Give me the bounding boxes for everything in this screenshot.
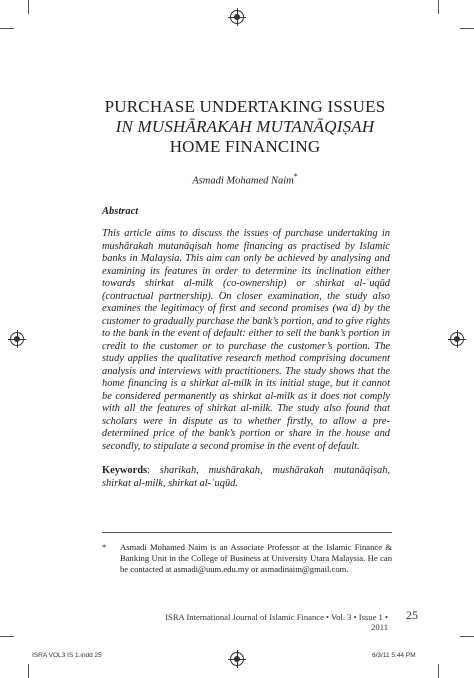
journal-footer: ISRA International Journal of Islamic Finance • Vol. 3 • Issue 1 • 2011 bbox=[165, 612, 388, 632]
footnote-text: Asmadi Mohamed Naim is an Associate Professor at the Islamic Finance & Banking Unit in the College of Business at University Utara Malaysia. He can be contacted at asmadi@uum.edu.my or asmadinaim@gmail.com. bbox=[120, 542, 392, 574]
author-name: Asmadi Mohamed Naim bbox=[192, 175, 294, 187]
print-slug-right: 6/3/11 5:44 PM bbox=[372, 652, 416, 659]
crop-mark-bottom-right bbox=[460, 636, 474, 637]
author-footnote-mark: * bbox=[293, 172, 298, 181]
page-number: 25 bbox=[406, 608, 418, 622]
crop-mark-top-right bbox=[438, 0, 439, 14]
registration-mark-icon bbox=[10, 332, 24, 346]
print-slug-left: ISRA VOL3 IS 1.indd 25 bbox=[32, 652, 102, 659]
crop-mark-bottom-left bbox=[0, 636, 14, 637]
crop-mark-bottom-left bbox=[28, 664, 29, 678]
title-line: PURCHASE UNDERTAKING ISSUES bbox=[104, 97, 386, 116]
article-title bbox=[60, 97, 430, 157]
title-line: IN MUSHĀRAKAH MUTANĀQIṢAH bbox=[115, 117, 375, 136]
crop-mark-top-left bbox=[0, 28, 14, 29]
keywords-label: Keywords bbox=[102, 465, 148, 476]
keywords-text: sharikah, mushārakah, mushārakah mutanāqiṣah, shirkat al-milk, shirkat al-ʿuqūd. bbox=[102, 465, 390, 489]
keywords-block: Keywords: sharikah, mushārakah, mushārakah mutanāqiṣah, shirkat al-milk, shirkat al-ʿuqūd. bbox=[102, 465, 390, 489]
footnote-divider bbox=[102, 532, 392, 533]
footnote-mark: * bbox=[102, 542, 107, 552]
crop-mark-top-left bbox=[28, 0, 29, 14]
registration-mark-icon bbox=[230, 10, 244, 24]
crop-mark-top-right bbox=[460, 28, 474, 29]
registration-mark-icon bbox=[450, 332, 464, 346]
crop-mark-bottom-right bbox=[438, 664, 439, 678]
author-line bbox=[60, 172, 430, 187]
footnote bbox=[102, 542, 392, 574]
abstract-heading: Abstract bbox=[102, 206, 139, 217]
title-line: HOME FINANCING bbox=[169, 137, 321, 156]
registration-mark-icon bbox=[230, 652, 244, 666]
abstract-text: This article aims to discuss the issues of purchase undertaking in mushārakah mutanāqiṣah home financing as practised by Islamic banks in Malaysia. This aim can only be achieved by analysing and examining its features in order to determine its inclination either towards shirkat al-milk (co-ownership) or shirkat al-ʿuqūd (contractual partnership). On closer examination, the study also examines the legitimacy of first and second promises (waʿd) by the customer to gradually purchase the bank’s portion, and to give rights to the bank in the event of default: either to sell the bank’s portion in credit to the customer or to purchase the customer’s portion. The study applies the qualitative research method comprising document analysis and interviews with practitioners. The study shows that the home financing is a shirkat al-milk in its initial stage, but it cannot be considered permanently as shirkat al-milk as it does not comply with all the features of shirkat al-milk. The study also found that scholars were in dispute as to whether firstly, to allow a pre-determined price of the bank’s portion or share in the house and secondly, to stipulate a second promise in the event of default. bbox=[102, 228, 390, 452]
